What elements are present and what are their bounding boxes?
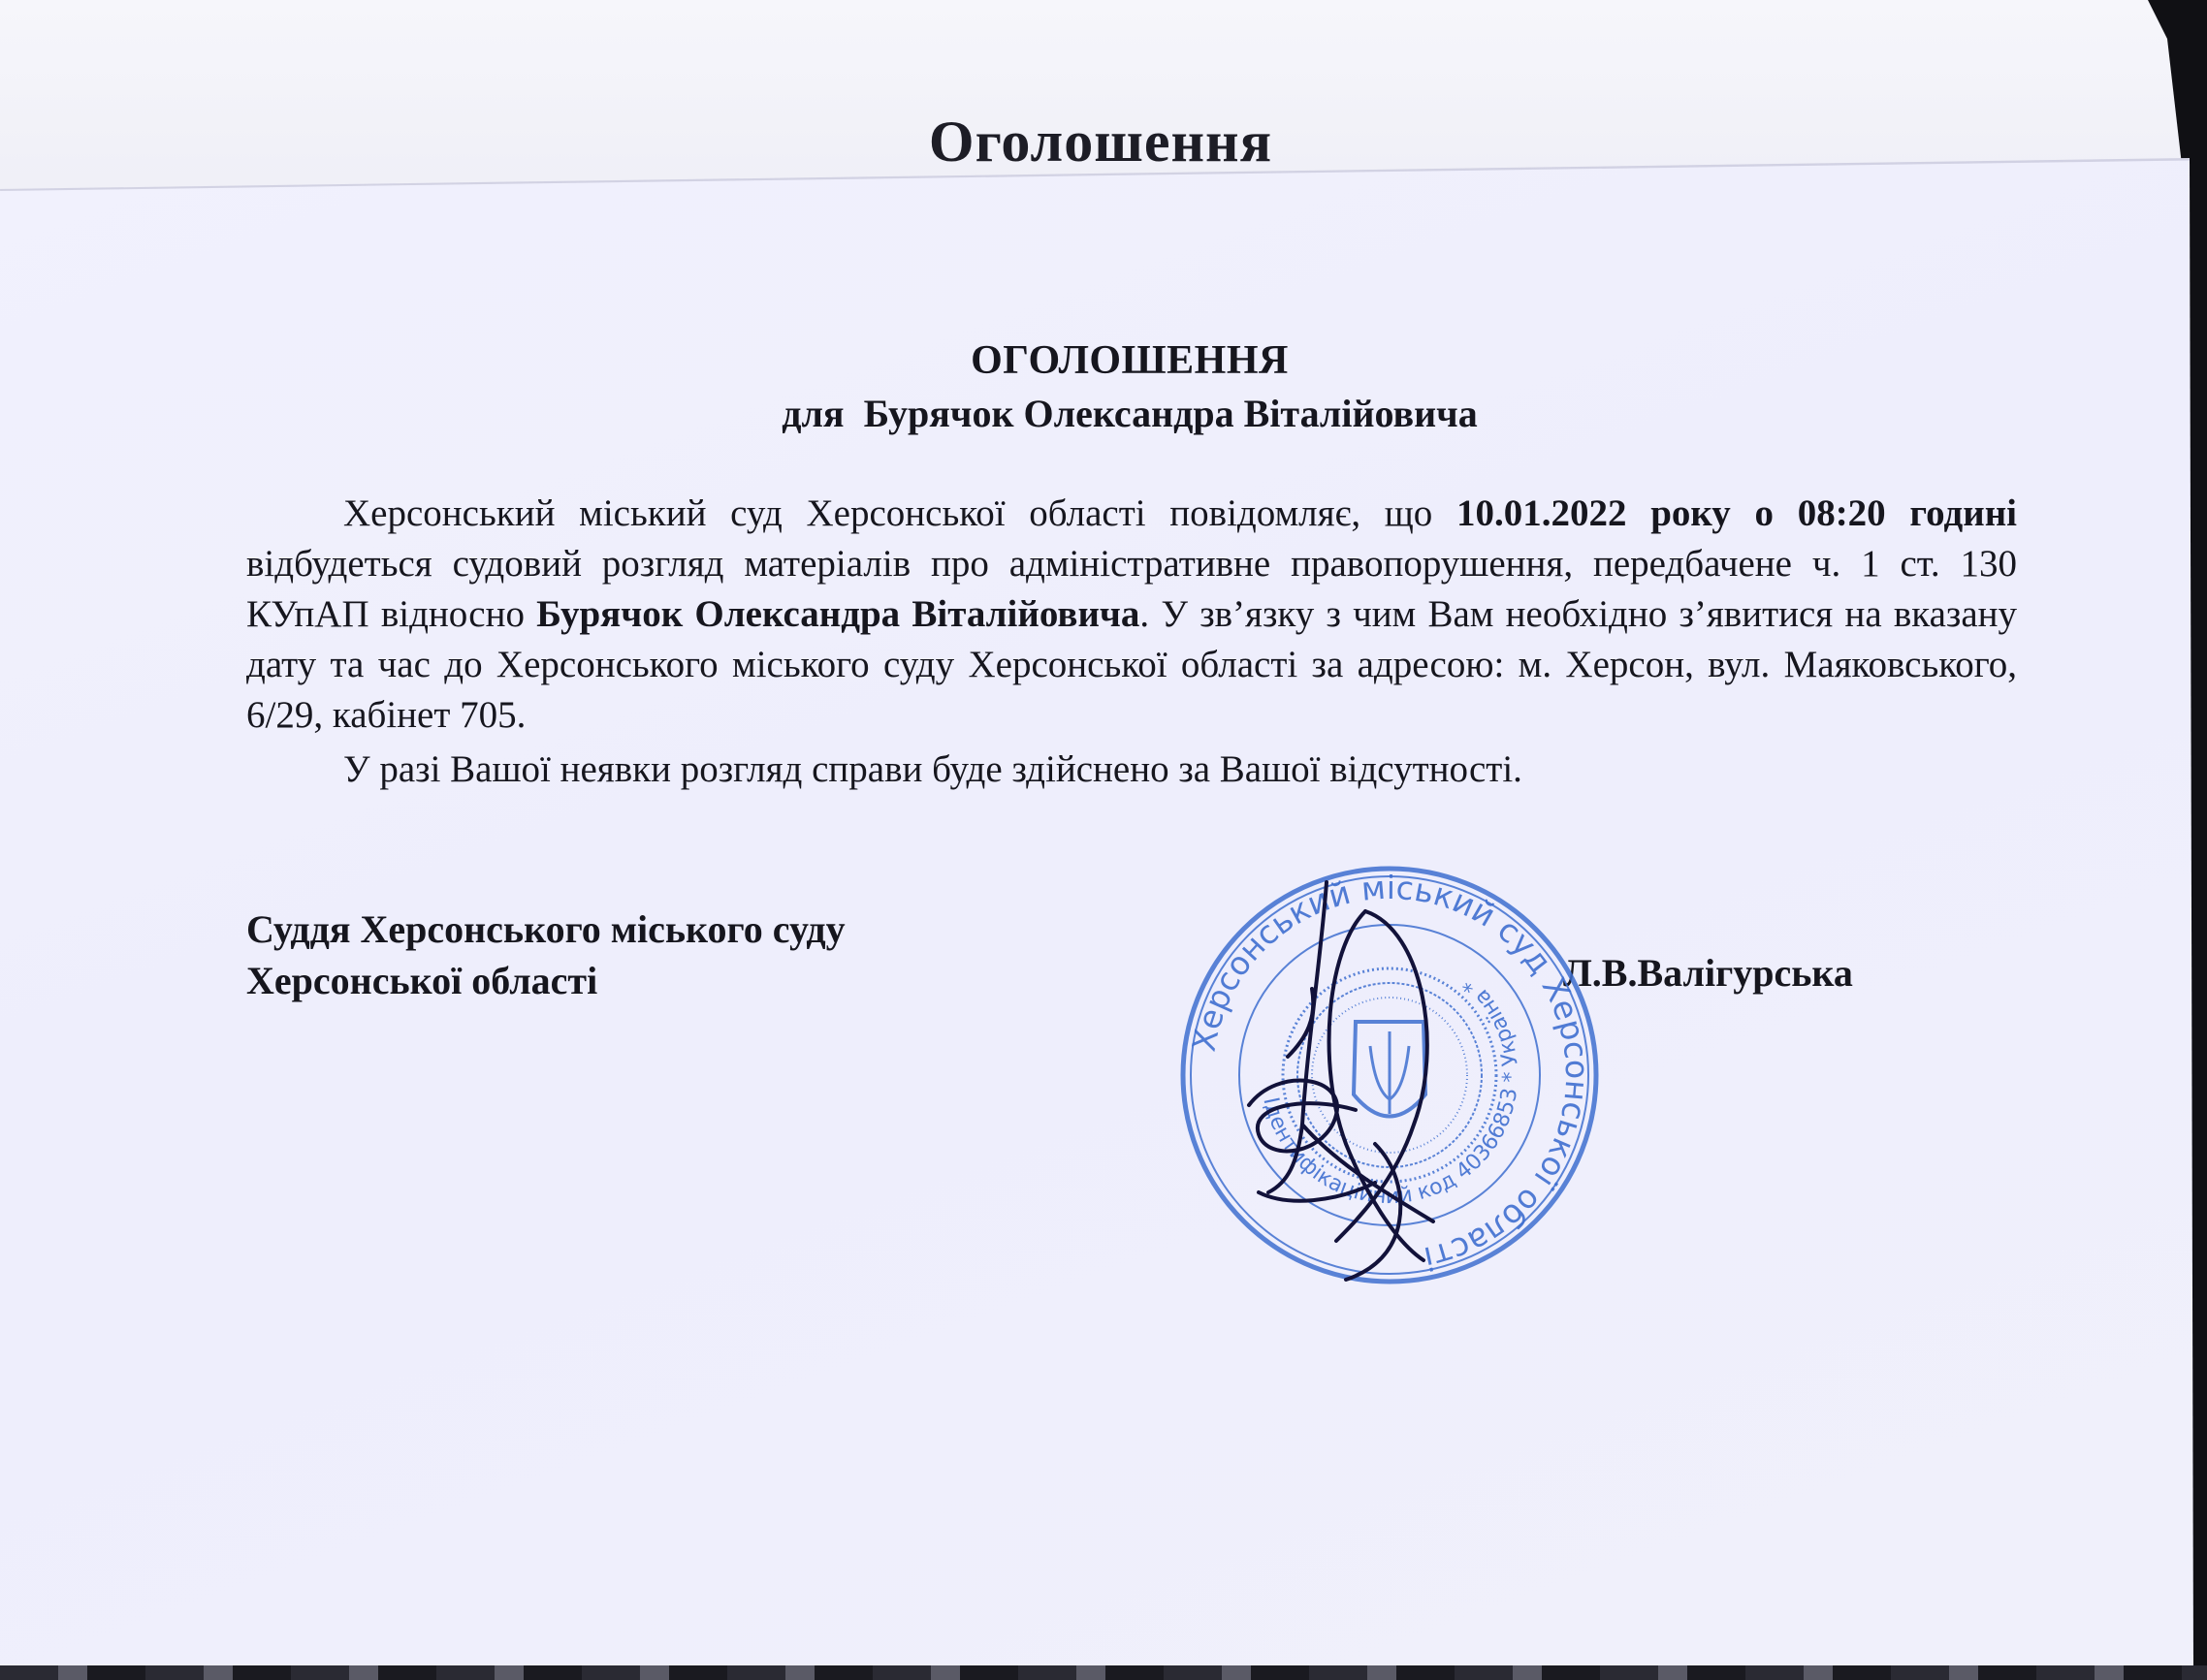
absence-paragraph: У разі Вашої неявки розгляд справи буде здійснено за Вашої відсутності. bbox=[343, 748, 1522, 790]
notice-paragraph bbox=[246, 489, 2017, 741]
judge-title-line1: Суддя Херсонського міського суду bbox=[246, 907, 846, 951]
judge-signature bbox=[1230, 872, 1482, 1299]
judge-name: Л.В.Валігурська bbox=[1563, 951, 1853, 995]
judge-title bbox=[246, 903, 846, 1006]
notice-middle: відбудеться судовий розгляд матеріалів про адміністративне правопорушення, передбачене ч. 1 ст. 130 КУпАП відносно bbox=[246, 543, 2017, 635]
notice-ending: . У зв’язку з чим Вам необхідно з’явитися на вказану дату та час до Херсонського міського суду Херсонської області за адресою: м. Херсон, вул. Маяковського, 6/29, кабінет 705. bbox=[246, 593, 2018, 736]
hearing-datetime: 10.01.2022 року о 08:20 годині bbox=[1456, 492, 2017, 534]
back-sheet-title: Оголошення bbox=[928, 110, 1273, 174]
document-subheading: для Бурячок Олександра Віталійовича bbox=[782, 392, 1478, 435]
document-heading: ОГОЛОШЕННЯ bbox=[971, 338, 1289, 383]
judge-title-line2: Херсонської області bbox=[246, 959, 598, 1002]
stamp-inner-text: Ідентифікаційний код 40366853 * Україна * bbox=[1258, 971, 1524, 1210]
stamp-outer-text: Херсонський міський суд Херсонської області bbox=[1184, 868, 1597, 1279]
notice-intro: Херсонський міський суд Херсонської області повідомляє, що bbox=[343, 492, 1456, 534]
person-name: Бурячок Олександра Віталійовича bbox=[536, 593, 1140, 635]
